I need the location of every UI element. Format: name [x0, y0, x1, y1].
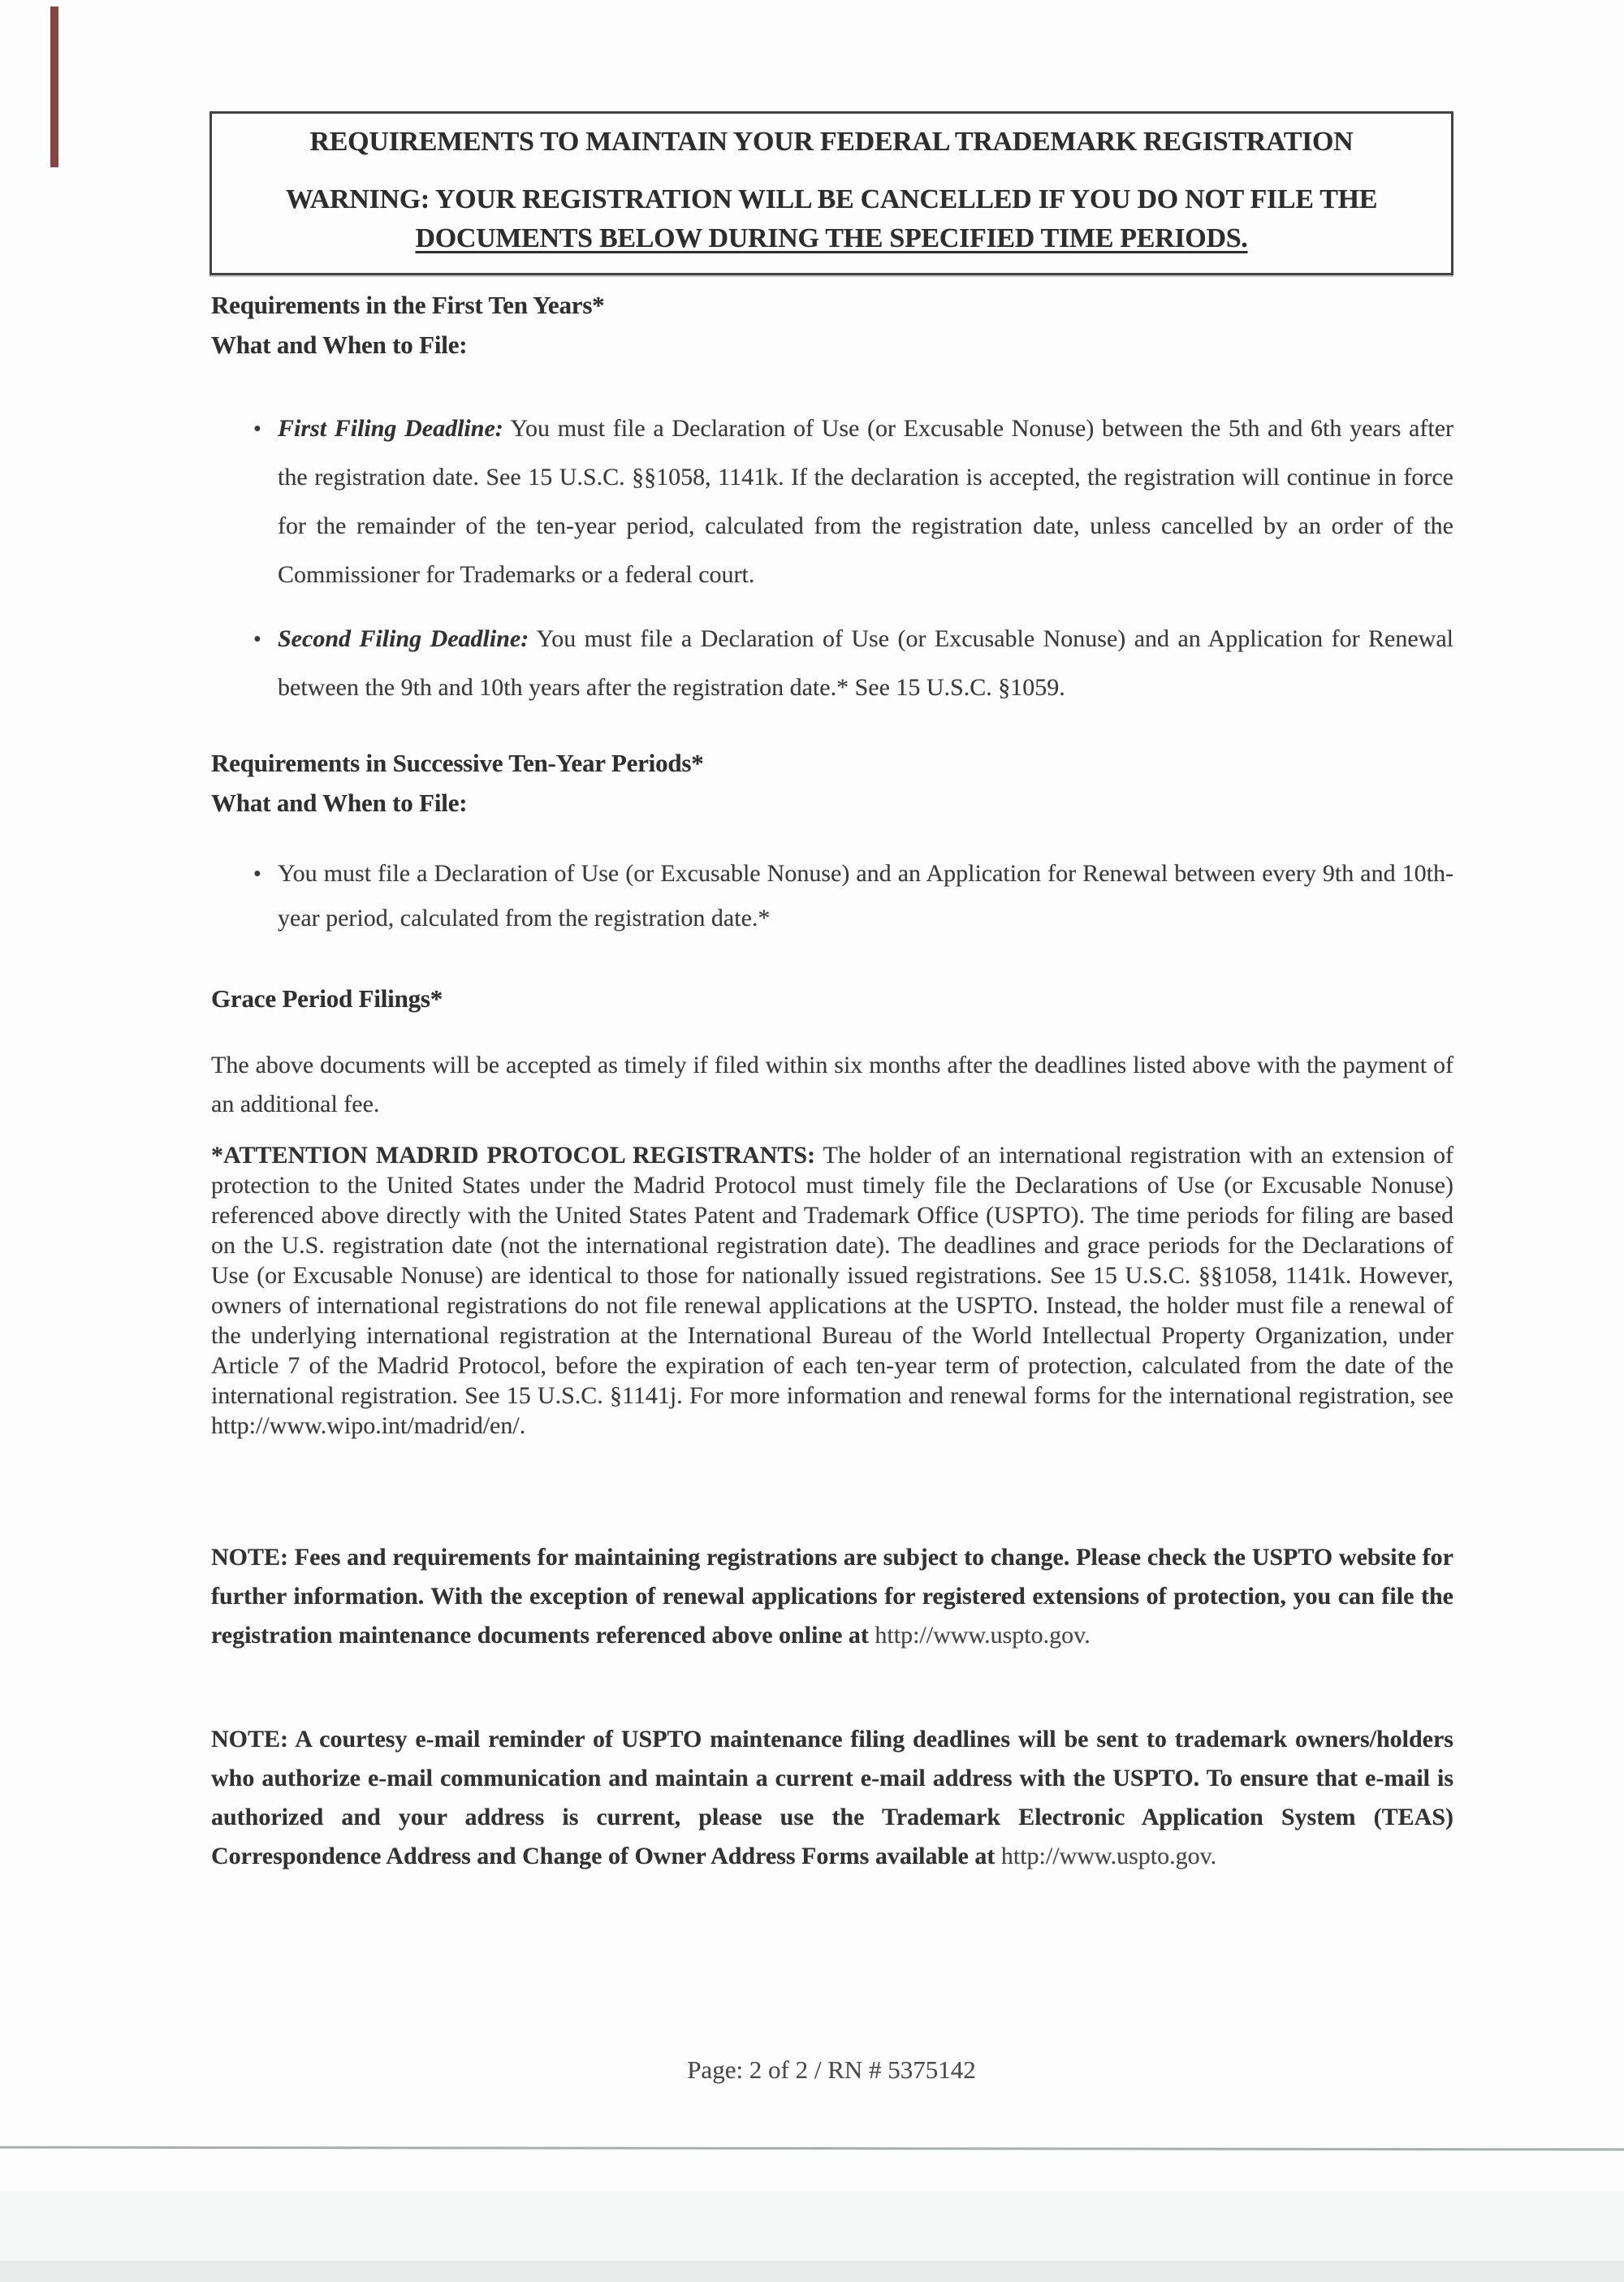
note-fees-paragraph	[211, 1538, 1453, 1655]
madrid-protocol-text: The holder of an international registration with an extension of protection to the United States under the Madrid Protocol must timely file the Declarations of Use (or Excusable Nonuse) referenced above directly with the United States Patent and Trademark Office (USPTO). The time periods for filing are based on the U.S. registration date (not the international registration date). The deadlines and grace periods for the Declarations of Use (or Excusable Nonuse) are identical to those for nationally issued registrations. See 15 U.S.C. §§1058, 1141k. However, owners of international registrations do not file renewal applications at the USPTO. Instead, the holder must file a renewal of the underlying international registration at the International Bureau of the World Intellectual Property Organization, under Article 7 of the Madrid Protocol, before the expiration of each ten-year term of protection, calculated from the date of the international registration. See 15 U.S.C. §1141j. For more information and renewal forms for the international registration, see http://www.wipo.int/madrid/en/.	[211, 1142, 1453, 1439]
bullet-icon: •	[253, 627, 261, 652]
warning-box	[209, 111, 1453, 275]
bullet-first-filing-deadline	[250, 404, 1453, 599]
warning-line-1: WARNING: YOUR REGISTRATION WILL BE CANCELLED IF YOU DO NOT FILE THE	[285, 184, 1378, 214]
warning-text	[228, 180, 1435, 258]
section-subheading-what-when-1: What and When to File:	[211, 331, 468, 359]
section-heading-first-ten-years: Requirements in the First Ten Years*	[211, 291, 605, 319]
madrid-protocol-label: *ATTENTION MADRID PROTOCOL REGISTRANTS:	[211, 1142, 816, 1169]
first-filing-deadline-label: First Filing Deadline:	[278, 415, 503, 442]
page-footer: Page: 2 of 2 / RN # 5375142	[687, 2055, 976, 2084]
note-email-reminder-paragraph	[211, 1720, 1453, 1876]
madrid-protocol-paragraph	[211, 1140, 1453, 1441]
second-filing-deadline-text: You must file a Declaration of Use (or Excusable Nonuse) and an Application for Renewal between the 9th and 10th years after the registration date.* See 15 U.S.C. §1059.	[278, 625, 1453, 701]
warning-line-2: DOCUMENTS BELOW DURING THE SPECIFIED TIME PERIODS.	[415, 223, 1248, 253]
note-email-reminder-text: NOTE: A courtesy e-mail reminder of USPTO maintenance filing deadlines will be sent to trademark owners/holders who authorize e-mail communication and maintain a current e-mail address with the USPTO. To ensure that e-mail is authorized and your address is current, please use the Trademark Electronic Application System (TEAS) Correspondence Address and Change of Owner Address Forms available at	[211, 1726, 1453, 1869]
section-heading-grace-period: Grace Period Filings*	[211, 984, 443, 1013]
successive-renewal-text: You must file a Declaration of Use (or Excusable Nonuse) and an Application for Renewal between every 9th and 10th-year period, calculated from the registration date.*	[278, 860, 1453, 931]
bullet-icon: •	[253, 862, 261, 887]
note-fees-text: NOTE: Fees and requirements for maintaining registrations are subject to change. Please check the USPTO website for further information. With the exception of renewal applications for registered extensions of protection, you can file the registration maintenance documents referenced above online at	[211, 1544, 1453, 1649]
first-filing-deadline-text: You must file a Declaration of Use (or Excusable Nonuse) between the 5th and 6th years after the registration date. See 15 U.S.C. §§1058, 1141k. If the declaration is accepted, the registration will continue in force for the remainder of the ten-year period, calculated from the registration date, unless cancelled by an order of the Commissioner for Trademarks or a federal court.	[278, 415, 1454, 588]
note-fees-url: http://www.uspto.gov.	[875, 1622, 1091, 1649]
bullet-successive-renewal	[250, 851, 1453, 940]
bullet-second-filing-deadline	[250, 615, 1453, 712]
note-email-reminder-url: http://www.uspto.gov.	[1000, 1843, 1217, 1869]
section-subheading-what-when-2: What and When to File:	[211, 789, 468, 817]
scan-artifact-red-strip	[50, 6, 58, 167]
document-title: REQUIREMENTS TO MAINTAIN YOUR FEDERAL TRADEMARK REGISTRATION	[309, 127, 1354, 157]
scan-artifact-horizontal-line	[0, 2146, 1624, 2151]
second-filing-deadline-label: Second Filing Deadline:	[278, 625, 529, 652]
grace-period-text: The above documents will be accepted as timely if filed within six months after the deadlines listed above with the payment of an additional fee.	[211, 1052, 1453, 1117]
section-heading-successive-periods: Requirements in Successive Ten-Year Periods*	[211, 749, 704, 777]
scan-artifact-bottom-band-dark	[0, 2261, 1624, 2282]
bullet-icon: •	[253, 417, 261, 442]
